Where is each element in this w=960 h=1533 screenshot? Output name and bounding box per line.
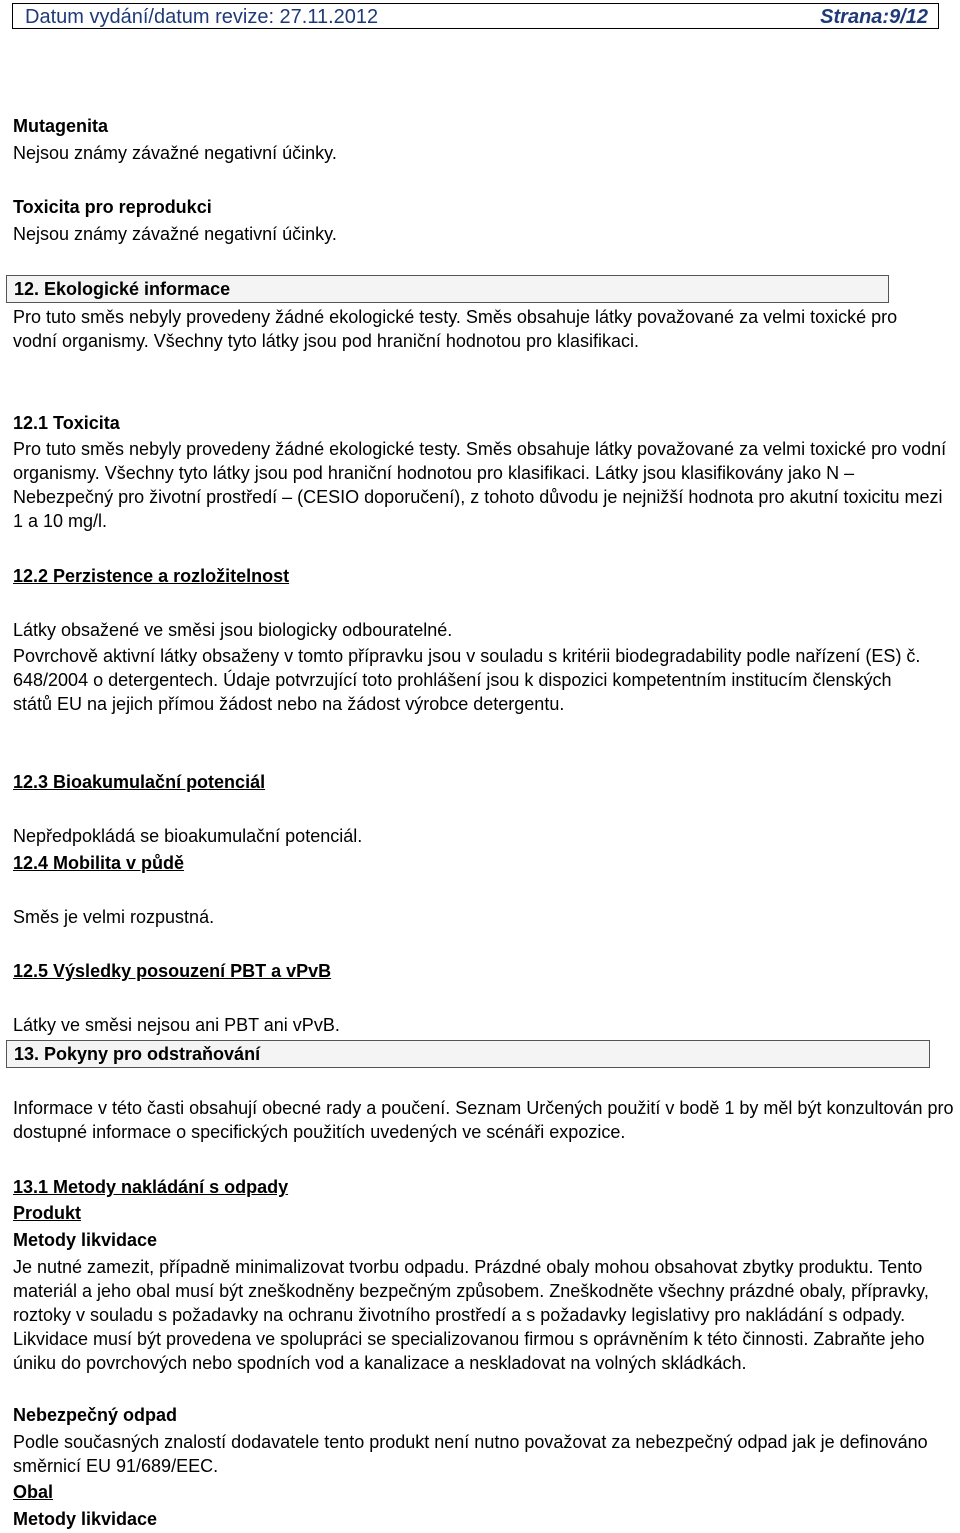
- section-12-2-text-2: Povrchově aktivní látky obsaženy v tomto přípravku jsou v souladu s kritérii biodegradability podle nařízení (ES) č. 648/2004 o detergentech. Údaje potvrzující toto prohlášení jsou k dispozici kompetentním institucím členských států EU na jejich přímou žádost nebo na žádost výrobce detergentu.: [13, 646, 921, 714]
- section-12-4-title: 12.4 Mobilita v půdě: [13, 853, 185, 873]
- metody-likvidace-text: Je nutné zamezit, případně minimalizovat tvorbu odpadu. Prázdné obaly mohou obsahovat zbytky produktu. Tento materiál a jeho obal musí být zneškodněny bezpečným způsobem. Zneškodněte všechny prázdné obaly, přípravky, roztoky v souladu s požadavky na ochranu životního prostředí a s požadavky legislativy pro nakládání s odpady. Likvidace musí být provedena ve spolupráci se specializovanou firmou s oprávněním k této činnosti. Zabraňte jeho úniku do povrchových nebo spodních vod a kanalizace a neskladovat na volných skládkách.: [13, 1257, 929, 1373]
- mutagenita-text: Nejsou známy závažné negativní účinky.: [13, 143, 337, 163]
- section-13-header: [6, 1040, 930, 1068]
- nebezpecny-odpad-heading: Nebezpečný odpad: [13, 1405, 178, 1425]
- metody-likvidace-heading: Metody likvidace: [13, 1230, 158, 1250]
- section-12-5-title: 12.5 Výsledky posouzení PBT a vPvB: [13, 961, 332, 981]
- reprodukce-heading: Toxicita pro reprodukci: [13, 197, 212, 217]
- produkt-heading: Produkt: [13, 1203, 82, 1223]
- section-13-1-title: 13.1 Metody nakládání s odpady: [13, 1177, 289, 1197]
- page-header: [12, 3, 939, 29]
- section-12-3-title: 12.3 Bioakumulační potenciál: [13, 772, 266, 792]
- obal-metody-likvidace-heading: Metody likvidace: [13, 1509, 158, 1529]
- nebezpecny-odpad-text: Podle současných znalostí dodavatele tento produkt není nutno považovat za nebezpečný odpad jak je definováno směrnicí EU 91/689/EEC.: [13, 1432, 928, 1476]
- mutagenita-heading: Mutagenita: [13, 116, 109, 136]
- obal-heading: Obal: [13, 1482, 54, 1502]
- section-13-title: 13. Pokyny pro odstraňování: [14, 1044, 261, 1064]
- reprodukce-text: Nejsou známy závažné negativní účinky.: [13, 224, 337, 244]
- section-12-text: Pro tuto směs nebyly provedeny žádné ekologické testy. Směs obsahuje látky považované za velmi toxické pro vodní organismy. Všechny tyto látky jsou pod hraniční hodnotou pro klasifikaci.: [13, 307, 898, 351]
- revision-date: Datum vydání/datum revize: 27.11.2012: [25, 6, 379, 28]
- section-12-title: 12. Ekologické informace: [14, 279, 231, 299]
- page-number: Strana:9/12: [820, 6, 928, 28]
- section-12-1-text: Pro tuto směs nebyly provedeny žádné ekologické testy. Směs obsahuje látky považované za velmi toxické pro vodní organismy. Všechny tyto látky jsou pod hraniční hodnotou pro klasifikaci. Látky jsou klasifikovány jako N – Nebezpečný pro životní prostředí – (CESIO doporučení), z tohoto důvodu je nejnižší hodnota pro akutní toxicitu mezi 1 a 10 mg/l.: [13, 439, 947, 531]
- section-12-2-text-1: Látky obsažené ve směsi jsou biologicky odbouratelné.: [13, 620, 453, 640]
- section-12-header: [6, 275, 889, 303]
- section-12-5-text: Látky ve směsi nejsou ani PBT ani vPvB.: [13, 1015, 340, 1035]
- section-13-text: Informace v této časti obsahují obecné rady a poučení. Seznam Určených použití v bodě 1 by měl být konzultován pro dostupné informace o specifických použitích uvedených ve scénáři expozice.: [13, 1098, 954, 1142]
- section-12-4-text: Směs je velmi rozpustná.: [13, 907, 215, 927]
- section-12-3-text: Nepředpokládá se bioakumulační potenciál.: [13, 826, 363, 846]
- section-12-2-title: 12.2 Perzistence a rozložitelnost: [13, 566, 290, 586]
- section-12-1-title: 12.1 Toxicita: [13, 413, 120, 433]
